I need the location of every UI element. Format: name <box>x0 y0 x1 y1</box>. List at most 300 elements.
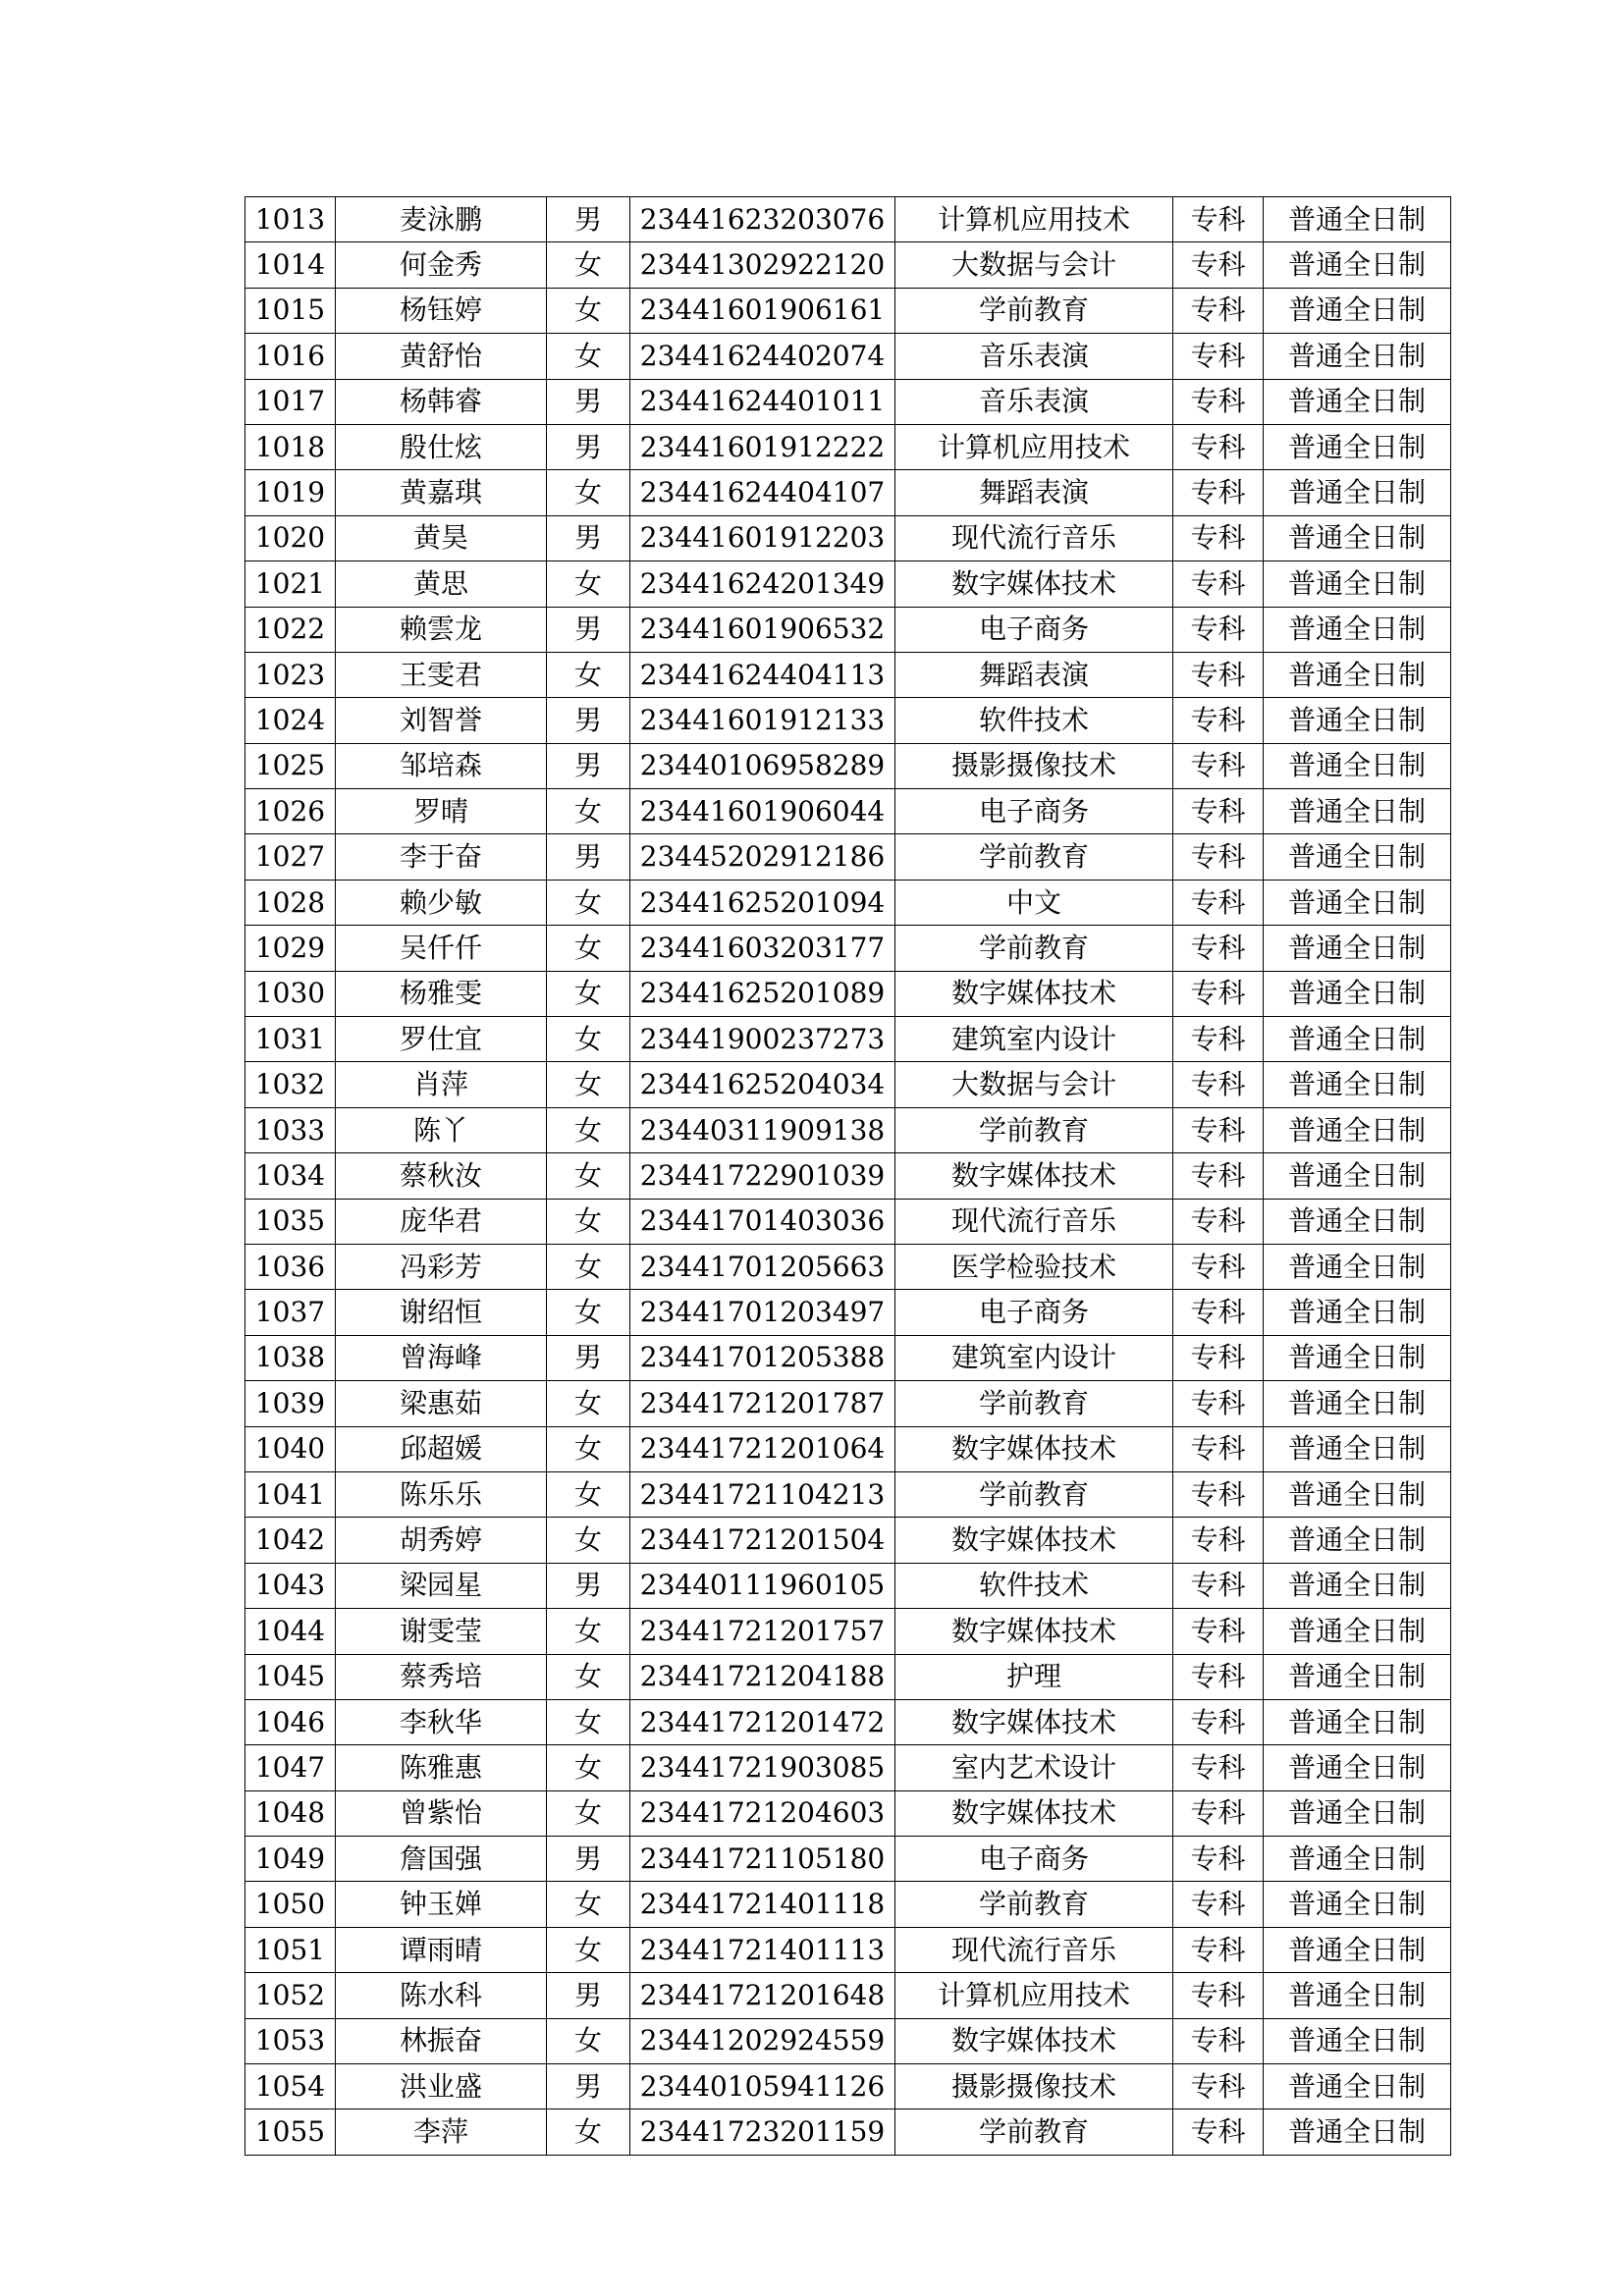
table-row <box>245 1790 1451 1836</box>
seq-number-cell: 1048 <box>245 1790 336 1836</box>
education-level-cell: 专科 <box>1173 288 1264 333</box>
major-cell: 学前教育 <box>895 926 1173 971</box>
study-mode-cell: 普通全日制 <box>1264 1335 1451 1380</box>
study-mode-cell: 普通全日制 <box>1264 1837 1451 1882</box>
gender-cell: 女 <box>547 1107 630 1152</box>
education-level-cell: 专科 <box>1173 1882 1264 1927</box>
study-mode-cell: 普通全日制 <box>1264 1017 1451 1062</box>
study-mode-cell: 普通全日制 <box>1264 1471 1451 1517</box>
student-name-cell: 庞华君 <box>336 1199 547 1244</box>
exam-id-cell: 23441723201159 <box>630 2109 895 2155</box>
seq-number-cell: 1051 <box>245 1927 336 1972</box>
seq-number-cell: 1050 <box>245 1882 336 1927</box>
education-level-cell: 专科 <box>1173 379 1264 424</box>
table-row <box>245 1107 1451 1152</box>
seq-number-cell: 1045 <box>245 1654 336 1699</box>
study-mode-cell: 普通全日制 <box>1264 834 1451 880</box>
gender-cell: 男 <box>547 197 630 242</box>
exam-id-cell: 23441625201089 <box>630 971 895 1016</box>
student-name-cell: 赖雲龙 <box>336 607 547 652</box>
seq-number-cell: 1043 <box>245 1563 336 1608</box>
exam-id-cell: 23441721201472 <box>630 1699 895 1744</box>
table-row <box>245 1837 1451 1882</box>
seq-number-cell: 1013 <box>245 197 336 242</box>
table-row <box>245 1199 1451 1244</box>
study-mode-cell: 普通全日制 <box>1264 2018 1451 2063</box>
student-name-cell: 蔡秋汝 <box>336 1153 547 1199</box>
education-level-cell: 专科 <box>1173 470 1264 515</box>
major-cell: 电子商务 <box>895 607 1173 652</box>
seq-number-cell: 1020 <box>245 515 336 561</box>
gender-cell: 女 <box>547 242 630 288</box>
study-mode-cell: 普通全日制 <box>1264 607 1451 652</box>
table-row <box>245 1882 1451 1927</box>
gender-cell: 女 <box>547 2109 630 2155</box>
study-mode-cell: 普通全日制 <box>1264 288 1451 333</box>
study-mode-cell: 普通全日制 <box>1264 1563 1451 1608</box>
major-cell: 数字媒体技术 <box>895 1518 1173 1563</box>
major-cell: 音乐表演 <box>895 334 1173 379</box>
table-row <box>245 743 1451 788</box>
gender-cell: 女 <box>547 652 630 697</box>
table-row <box>245 607 1451 652</box>
seq-number-cell: 1025 <box>245 743 336 788</box>
seq-number-cell: 1016 <box>245 334 336 379</box>
major-cell: 电子商务 <box>895 1837 1173 1882</box>
education-level-cell: 专科 <box>1173 926 1264 971</box>
study-mode-cell: 普通全日制 <box>1264 743 1451 788</box>
gender-cell: 女 <box>547 1426 630 1471</box>
exam-id-cell: 23440106958289 <box>630 743 895 788</box>
table-row <box>245 1563 1451 1608</box>
study-mode-cell: 普通全日制 <box>1264 1518 1451 1563</box>
student-name-cell: 梁惠茹 <box>336 1381 547 1426</box>
gender-cell: 男 <box>547 1563 630 1608</box>
gender-cell: 女 <box>547 288 630 333</box>
major-cell: 舞蹈表演 <box>895 470 1173 515</box>
table-row <box>245 288 1451 333</box>
table-row <box>245 1335 1451 1380</box>
exam-id-cell: 23441701205663 <box>630 1244 895 1289</box>
seq-number-cell: 1026 <box>245 789 336 834</box>
table-row <box>245 2018 1451 2063</box>
education-level-cell: 专科 <box>1173 1927 1264 1972</box>
student-name-cell: 罗仕宜 <box>336 1017 547 1062</box>
education-level-cell: 专科 <box>1173 1426 1264 1471</box>
exam-id-cell: 23441721201648 <box>630 1973 895 2018</box>
student-name-cell: 黄昊 <box>336 515 547 561</box>
study-mode-cell: 普通全日制 <box>1264 1381 1451 1426</box>
table-row <box>245 1745 1451 1790</box>
exam-id-cell: 23441202924559 <box>630 2018 895 2063</box>
study-mode-cell: 普通全日制 <box>1264 242 1451 288</box>
education-level-cell: 专科 <box>1173 1381 1264 1426</box>
major-cell: 室内艺术设计 <box>895 1745 1173 1790</box>
student-name-cell: 刘智誉 <box>336 698 547 743</box>
major-cell: 学前教育 <box>895 1107 1173 1152</box>
major-cell: 数字媒体技术 <box>895 561 1173 607</box>
table-row <box>245 1654 1451 1699</box>
student-name-cell: 杨钰婷 <box>336 288 547 333</box>
major-cell: 数字媒体技术 <box>895 1699 1173 1744</box>
major-cell: 数字媒体技术 <box>895 1790 1173 1836</box>
major-cell: 学前教育 <box>895 2109 1173 2155</box>
education-level-cell: 专科 <box>1173 1654 1264 1699</box>
study-mode-cell: 普通全日制 <box>1264 1973 1451 2018</box>
table-row <box>245 971 1451 1016</box>
exam-id-cell: 23440311909138 <box>630 1107 895 1152</box>
table-row <box>245 789 1451 834</box>
gender-cell: 男 <box>547 1837 630 1882</box>
gender-cell: 男 <box>547 1973 630 2018</box>
student-name-cell: 黄嘉琪 <box>336 470 547 515</box>
major-cell: 中文 <box>895 880 1173 925</box>
study-mode-cell: 普通全日制 <box>1264 1927 1451 1972</box>
seq-number-cell: 1023 <box>245 652 336 697</box>
major-cell: 计算机应用技术 <box>895 197 1173 242</box>
major-cell: 学前教育 <box>895 834 1173 880</box>
seq-number-cell: 1036 <box>245 1244 336 1289</box>
table-row <box>245 1518 1451 1563</box>
education-level-cell: 专科 <box>1173 334 1264 379</box>
seq-number-cell: 1040 <box>245 1426 336 1471</box>
seq-number-cell: 1039 <box>245 1381 336 1426</box>
gender-cell: 女 <box>547 1745 630 1790</box>
student-name-cell: 冯彩芳 <box>336 1244 547 1289</box>
student-name-cell: 洪业盛 <box>336 2064 547 2109</box>
student-name-cell: 杨韩睿 <box>336 379 547 424</box>
education-level-cell: 专科 <box>1173 1244 1264 1289</box>
seq-number-cell: 1017 <box>245 379 336 424</box>
exam-id-cell: 23441625204034 <box>630 1062 895 1107</box>
student-name-cell: 邱超媛 <box>336 1426 547 1471</box>
seq-number-cell: 1033 <box>245 1107 336 1152</box>
major-cell: 软件技术 <box>895 1563 1173 1608</box>
major-cell: 数字媒体技术 <box>895 1153 1173 1199</box>
major-cell: 大数据与会计 <box>895 1062 1173 1107</box>
gender-cell: 女 <box>547 1381 630 1426</box>
major-cell: 学前教育 <box>895 1471 1173 1517</box>
exam-id-cell: 23441721903085 <box>630 1745 895 1790</box>
major-cell: 数字媒体技术 <box>895 1609 1173 1654</box>
student-name-cell: 殷仕炫 <box>336 424 547 469</box>
exam-id-cell: 23440105941126 <box>630 2064 895 2109</box>
exam-id-cell: 23441625201094 <box>630 880 895 925</box>
exam-id-cell: 23441601906532 <box>630 607 895 652</box>
gender-cell: 男 <box>547 1335 630 1380</box>
table-row <box>245 834 1451 880</box>
exam-id-cell: 23441603203177 <box>630 926 895 971</box>
seq-number-cell: 1054 <box>245 2064 336 2109</box>
table-row <box>245 1017 1451 1062</box>
major-cell: 舞蹈表演 <box>895 652 1173 697</box>
exam-id-cell: 23441601906044 <box>630 789 895 834</box>
seq-number-cell: 1041 <box>245 1471 336 1517</box>
gender-cell: 男 <box>547 743 630 788</box>
gender-cell: 女 <box>547 926 630 971</box>
study-mode-cell: 普通全日制 <box>1264 197 1451 242</box>
student-name-cell: 蔡秀培 <box>336 1654 547 1699</box>
student-name-cell: 钟玉婵 <box>336 1882 547 1927</box>
student-name-cell: 陈乐乐 <box>336 1471 547 1517</box>
major-cell: 建筑室内设计 <box>895 1017 1173 1062</box>
gender-cell: 女 <box>547 561 630 607</box>
table-row <box>245 197 1451 242</box>
study-mode-cell: 普通全日制 <box>1264 789 1451 834</box>
study-mode-cell: 普通全日制 <box>1264 1244 1451 1289</box>
major-cell: 护理 <box>895 1654 1173 1699</box>
seq-number-cell: 1031 <box>245 1017 336 1062</box>
study-mode-cell: 普通全日制 <box>1264 1062 1451 1107</box>
gender-cell: 女 <box>547 1244 630 1289</box>
gender-cell: 女 <box>547 1790 630 1836</box>
gender-cell: 女 <box>547 334 630 379</box>
seq-number-cell: 1037 <box>245 1290 336 1335</box>
education-level-cell: 专科 <box>1173 424 1264 469</box>
seq-number-cell: 1046 <box>245 1699 336 1744</box>
student-name-cell: 何金秀 <box>336 242 547 288</box>
education-level-cell: 专科 <box>1173 1153 1264 1199</box>
seq-number-cell: 1052 <box>245 1973 336 2018</box>
exam-id-cell: 23441701203497 <box>630 1290 895 1335</box>
education-level-cell: 专科 <box>1173 197 1264 242</box>
education-level-cell: 专科 <box>1173 1290 1264 1335</box>
student-name-cell: 梁园星 <box>336 1563 547 1608</box>
study-mode-cell: 普通全日制 <box>1264 2109 1451 2155</box>
education-level-cell: 专科 <box>1173 1471 1264 1517</box>
table-row <box>245 515 1451 561</box>
education-level-cell: 专科 <box>1173 607 1264 652</box>
exam-id-cell: 23441701403036 <box>630 1199 895 1244</box>
gender-cell: 女 <box>547 1471 630 1517</box>
student-roster-table <box>244 196 1451 2156</box>
table-row <box>245 561 1451 607</box>
exam-id-cell: 23441722901039 <box>630 1153 895 1199</box>
exam-id-cell: 23441721201504 <box>630 1518 895 1563</box>
table-row <box>245 1244 1451 1289</box>
seq-number-cell: 1021 <box>245 561 336 607</box>
major-cell: 计算机应用技术 <box>895 424 1173 469</box>
study-mode-cell: 普通全日制 <box>1264 334 1451 379</box>
table-row <box>245 698 1451 743</box>
student-name-cell: 谢绍恒 <box>336 1290 547 1335</box>
exam-id-cell: 23441601912133 <box>630 698 895 743</box>
education-level-cell: 专科 <box>1173 1837 1264 1882</box>
study-mode-cell: 普通全日制 <box>1264 424 1451 469</box>
seq-number-cell: 1049 <box>245 1837 336 1882</box>
education-level-cell: 专科 <box>1173 1518 1264 1563</box>
table-row <box>245 379 1451 424</box>
education-level-cell: 专科 <box>1173 789 1264 834</box>
major-cell: 软件技术 <box>895 698 1173 743</box>
student-name-cell: 麦泳鹏 <box>336 197 547 242</box>
gender-cell: 男 <box>547 834 630 880</box>
table-row <box>245 880 1451 925</box>
seq-number-cell: 1034 <box>245 1153 336 1199</box>
study-mode-cell: 普通全日制 <box>1264 1882 1451 1927</box>
student-name-cell: 王雯君 <box>336 652 547 697</box>
seq-number-cell: 1019 <box>245 470 336 515</box>
major-cell: 电子商务 <box>895 789 1173 834</box>
major-cell: 建筑室内设计 <box>895 1335 1173 1380</box>
table-row <box>245 1973 1451 2018</box>
major-cell: 数字媒体技术 <box>895 971 1173 1016</box>
seq-number-cell: 1055 <box>245 2109 336 2155</box>
education-level-cell: 专科 <box>1173 1199 1264 1244</box>
gender-cell: 男 <box>547 379 630 424</box>
student-name-cell: 曾紫怡 <box>336 1790 547 1836</box>
major-cell: 现代流行音乐 <box>895 1927 1173 1972</box>
major-cell: 大数据与会计 <box>895 242 1173 288</box>
education-level-cell: 专科 <box>1173 1062 1264 1107</box>
major-cell: 数字媒体技术 <box>895 2018 1173 2063</box>
table-row <box>245 1153 1451 1199</box>
exam-id-cell: 23440111960105 <box>630 1563 895 1608</box>
major-cell: 现代流行音乐 <box>895 1199 1173 1244</box>
student-name-cell: 黄思 <box>336 561 547 607</box>
education-level-cell: 专科 <box>1173 1790 1264 1836</box>
exam-id-cell: 23441701205388 <box>630 1335 895 1380</box>
education-level-cell: 专科 <box>1173 1335 1264 1380</box>
study-mode-cell: 普通全日制 <box>1264 1199 1451 1244</box>
exam-id-cell: 23441721401118 <box>630 1882 895 1927</box>
table-row <box>245 926 1451 971</box>
gender-cell: 男 <box>547 515 630 561</box>
student-name-cell: 赖少敏 <box>336 880 547 925</box>
education-level-cell: 专科 <box>1173 1017 1264 1062</box>
gender-cell: 女 <box>547 1153 630 1199</box>
exam-id-cell: 23441624404107 <box>630 470 895 515</box>
table-row <box>245 1062 1451 1107</box>
gender-cell: 男 <box>547 424 630 469</box>
gender-cell: 女 <box>547 880 630 925</box>
education-level-cell: 专科 <box>1173 1563 1264 1608</box>
education-level-cell: 专科 <box>1173 652 1264 697</box>
table-row <box>245 2109 1451 2155</box>
seq-number-cell: 1015 <box>245 288 336 333</box>
exam-id-cell: 23441624201349 <box>630 561 895 607</box>
study-mode-cell: 普通全日制 <box>1264 1745 1451 1790</box>
exam-id-cell: 23441900237273 <box>630 1017 895 1062</box>
student-name-cell: 吴仟仟 <box>336 926 547 971</box>
student-name-cell: 杨雅雯 <box>336 971 547 1016</box>
education-level-cell: 专科 <box>1173 880 1264 925</box>
study-mode-cell: 普通全日制 <box>1264 379 1451 424</box>
exam-id-cell: 23441721201064 <box>630 1426 895 1471</box>
gender-cell: 男 <box>547 607 630 652</box>
exam-id-cell: 23441623203076 <box>630 197 895 242</box>
gender-cell: 女 <box>547 1699 630 1744</box>
student-name-cell: 曾海峰 <box>336 1335 547 1380</box>
exam-id-cell: 23441721105180 <box>630 1837 895 1882</box>
major-cell: 摄影摄像技术 <box>895 743 1173 788</box>
gender-cell: 女 <box>547 1882 630 1927</box>
table-row <box>245 1426 1451 1471</box>
gender-cell: 男 <box>547 2064 630 2109</box>
student-name-cell: 李萍 <box>336 2109 547 2155</box>
exam-id-cell: 23441624401011 <box>630 379 895 424</box>
gender-cell: 女 <box>547 1654 630 1699</box>
gender-cell: 女 <box>547 1062 630 1107</box>
seq-number-cell: 1044 <box>245 1609 336 1654</box>
study-mode-cell: 普通全日制 <box>1264 2064 1451 2109</box>
study-mode-cell: 普通全日制 <box>1264 1290 1451 1335</box>
study-mode-cell: 普通全日制 <box>1264 880 1451 925</box>
gender-cell: 女 <box>547 1017 630 1062</box>
study-mode-cell: 普通全日制 <box>1264 971 1451 1016</box>
table-row <box>245 1927 1451 1972</box>
gender-cell: 女 <box>547 1290 630 1335</box>
education-level-cell: 专科 <box>1173 515 1264 561</box>
table-row <box>245 1290 1451 1335</box>
exam-id-cell: 23441721104213 <box>630 1471 895 1517</box>
student-name-cell: 李秋华 <box>336 1699 547 1744</box>
study-mode-cell: 普通全日制 <box>1264 1107 1451 1152</box>
student-name-cell: 谢雯莹 <box>336 1609 547 1654</box>
major-cell: 计算机应用技术 <box>895 1973 1173 2018</box>
study-mode-cell: 普通全日制 <box>1264 515 1451 561</box>
education-level-cell: 专科 <box>1173 561 1264 607</box>
table-row <box>245 1609 1451 1654</box>
education-level-cell: 专科 <box>1173 1609 1264 1654</box>
study-mode-cell: 普通全日制 <box>1264 652 1451 697</box>
seq-number-cell: 1038 <box>245 1335 336 1380</box>
exam-id-cell: 23441624404113 <box>630 652 895 697</box>
study-mode-cell: 普通全日制 <box>1264 698 1451 743</box>
table-row <box>245 470 1451 515</box>
study-mode-cell: 普通全日制 <box>1264 470 1451 515</box>
seq-number-cell: 1030 <box>245 971 336 1016</box>
table-row <box>245 2064 1451 2109</box>
study-mode-cell: 普通全日制 <box>1264 1153 1451 1199</box>
student-name-cell: 肖萍 <box>336 1062 547 1107</box>
gender-cell: 女 <box>547 470 630 515</box>
major-cell: 现代流行音乐 <box>895 515 1173 561</box>
education-level-cell: 专科 <box>1173 1107 1264 1152</box>
table-row <box>245 334 1451 379</box>
gender-cell: 男 <box>547 698 630 743</box>
seq-number-cell: 1035 <box>245 1199 336 1244</box>
exam-id-cell: 23441624402074 <box>630 334 895 379</box>
study-mode-cell: 普通全日制 <box>1264 561 1451 607</box>
gender-cell: 女 <box>547 789 630 834</box>
student-name-cell: 陈水科 <box>336 1973 547 2018</box>
document-page <box>244 196 1450 2156</box>
gender-cell: 女 <box>547 971 630 1016</box>
education-level-cell: 专科 <box>1173 834 1264 880</box>
student-name-cell: 詹国强 <box>336 1837 547 1882</box>
student-name-cell: 陈雅惠 <box>336 1745 547 1790</box>
education-level-cell: 专科 <box>1173 743 1264 788</box>
education-level-cell: 专科 <box>1173 2109 1264 2155</box>
study-mode-cell: 普通全日制 <box>1264 1790 1451 1836</box>
table-row <box>245 424 1451 469</box>
student-name-cell: 胡秀婷 <box>336 1518 547 1563</box>
seq-number-cell: 1029 <box>245 926 336 971</box>
seq-number-cell: 1047 <box>245 1745 336 1790</box>
major-cell: 学前教育 <box>895 1381 1173 1426</box>
exam-id-cell: 23441302922120 <box>630 242 895 288</box>
education-level-cell: 专科 <box>1173 698 1264 743</box>
major-cell: 电子商务 <box>895 1290 1173 1335</box>
education-level-cell: 专科 <box>1173 1699 1264 1744</box>
major-cell: 医学检验技术 <box>895 1244 1173 1289</box>
student-name-cell: 罗晴 <box>336 789 547 834</box>
seq-number-cell: 1018 <box>245 424 336 469</box>
student-name-cell: 黄舒怡 <box>336 334 547 379</box>
table-row <box>245 242 1451 288</box>
education-level-cell: 专科 <box>1173 1745 1264 1790</box>
